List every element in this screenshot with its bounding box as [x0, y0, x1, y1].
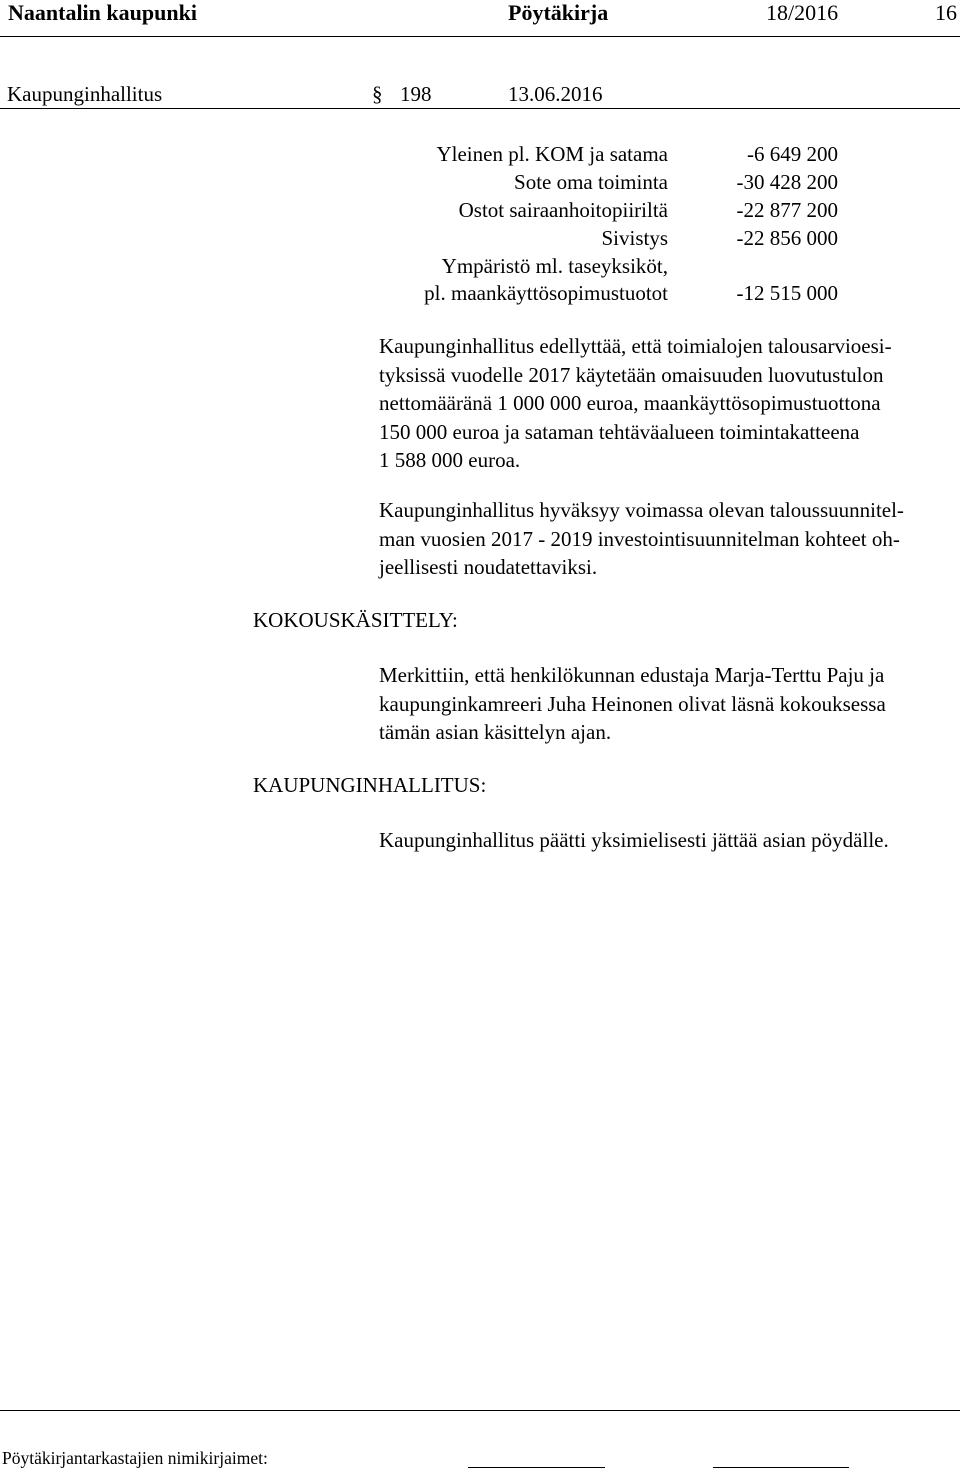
- paragraph-line: Merkittiin, että henkilökunnan edustaja Marja-Terttu Paju ja: [379, 663, 885, 687]
- body-name: Kaupunginhallitus: [7, 82, 163, 106]
- paragraph-line: nettomääränä 1 000 000 euroa, maankäyttösopimustuottona: [379, 391, 881, 415]
- budget-row-label: pl. maankäyttösopimustuotot: [424, 281, 668, 305]
- footer-divider: [0, 1410, 960, 1411]
- budget-row-value: -12 515 000: [736, 281, 838, 305]
- signature-line-2[interactable]: [713, 1467, 849, 1468]
- budget-row-value: -30 428 200: [736, 170, 838, 194]
- signature-line-1[interactable]: [468, 1467, 605, 1468]
- meeting-note-paragraph: [379, 661, 959, 747]
- budget-row-value: -22 856 000: [736, 226, 838, 250]
- paragraph-line: kaupunginkamreeri Juha Heinonen olivat läsnä kokouksessa: [379, 691, 886, 716]
- budget-row-value: -6 649 200: [747, 142, 838, 166]
- paragraph-line: tämän asian käsittelyn ajan.: [379, 720, 612, 744]
- section-mark: §: [372, 82, 383, 106]
- paragraph-line: 1 588 000 euroa.: [379, 448, 521, 472]
- paragraph-line: Kaupunginhallitus edellyttää, että toimialojen talousarvioesi-: [379, 334, 892, 358]
- paragraph-line: man vuosien 2017 - 2019 investointisuunnitelman kohteet oh-: [379, 526, 900, 551]
- section-heading-city-board: KAUPUNGINHALLITUS:: [253, 773, 487, 797]
- subheader-divider: [0, 108, 960, 109]
- paragraph-line: 150 000 euroa ja sataman tehtäväalueen toimintakatteena: [379, 419, 860, 444]
- budget-row-label: Sivistys: [601, 226, 668, 250]
- header-divider: [0, 36, 960, 37]
- paragraph-line: tyksissä vuodelle 2017 käytetään omaisuuden luovutustulon: [379, 362, 884, 387]
- decision-paragraph-investment-plan: [379, 496, 959, 582]
- page-number: 16: [935, 0, 957, 25]
- paragraph-line: jeellisesti noudatettaviksi.: [379, 555, 598, 579]
- paragraph-line: Kaupunginhallitus hyväksyy voimassa olevan taloussuunnitel-: [379, 498, 904, 522]
- budget-row-label: Sote oma toiminta: [514, 170, 668, 194]
- section-heading-meeting-handling: KOKOUSKÄSITTELY:: [253, 608, 458, 632]
- budget-row-label: Ympäristö ml. taseyksiköt,: [441, 254, 668, 278]
- budget-row-label: Ostot sairaanhoitopiiriltä: [458, 198, 668, 222]
- budget-row-value: -22 877 200: [736, 198, 838, 222]
- signatures-label: Pöytäkirjantarkastajien nimikirjaimet:: [2, 1448, 268, 1468]
- paragraph-line: Kaupunginhallitus päätti yksimielisesti jättää asian pöydälle.: [379, 828, 889, 852]
- budget-row-label: Yleinen pl. KOM ja satama: [436, 142, 668, 166]
- document-type: Pöytäkirja: [508, 0, 609, 25]
- meeting-date: 13.06.2016: [508, 82, 603, 106]
- document-number: 18/2016: [766, 0, 839, 25]
- municipality-name: Naantalin kaupunki: [8, 0, 197, 25]
- final-decision-paragraph: [379, 826, 959, 855]
- decision-paragraph-budget-targets: [379, 332, 959, 475]
- section-number: 198: [400, 82, 432, 106]
